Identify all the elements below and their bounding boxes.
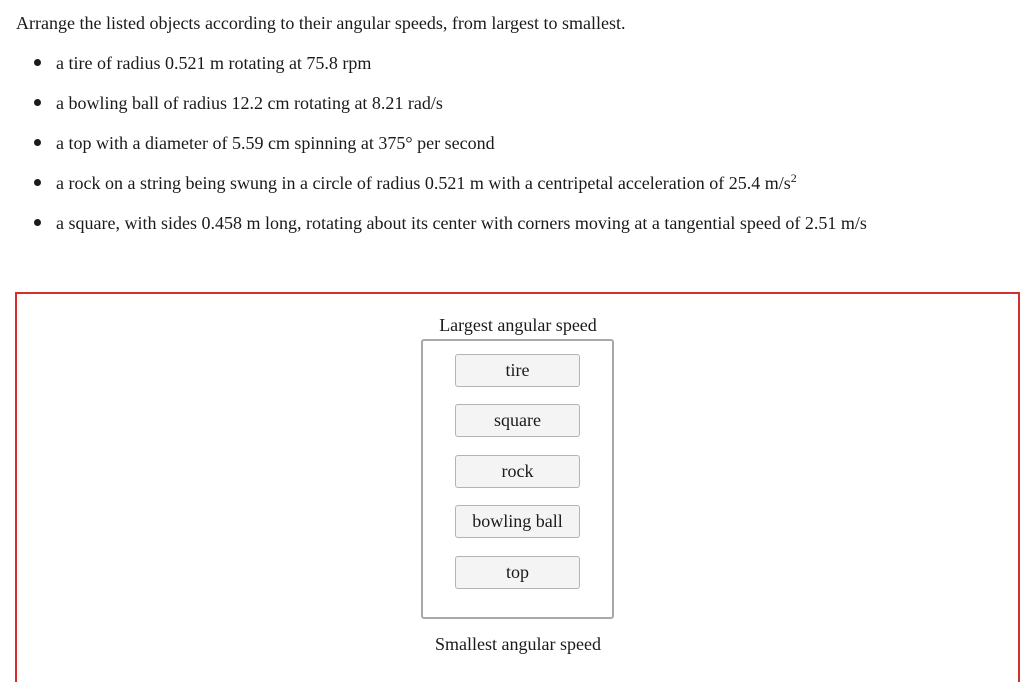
rank-tile-tire[interactable]: tire — [455, 354, 580, 387]
list-item-text: a bowling ball of radius 12.2 cm rotating at 8.21 rad/s — [56, 93, 443, 113]
list-item — [34, 51, 371, 75]
bullet-icon — [34, 219, 41, 226]
bullet-icon — [34, 179, 41, 186]
list-item — [34, 211, 867, 235]
bullet-icon — [34, 99, 41, 106]
bullet-icon — [34, 139, 41, 146]
list-item-text: a rock on a string being swung in a circle of radius 0.521 m with a centripetal acceleration of 25.4 m/s — [56, 173, 791, 193]
list-item-text: a top with a diameter of 5.59 cm spinning at 375° per second — [56, 133, 495, 153]
rank-tile-square[interactable]: square — [455, 404, 580, 437]
list-item — [34, 171, 797, 197]
list-item-text: a square, with sides 0.458 m long, rotating about its center with corners moving at a tangential speed of 2.51 m/s — [56, 213, 867, 233]
largest-label: Largest angular speed — [439, 315, 597, 335]
rank-tile-top[interactable]: top — [455, 556, 580, 589]
rank-tile-rock[interactable]: rock — [455, 455, 580, 488]
question-prompt: Arrange the listed objects according to their angular speeds, from largest to smallest. — [16, 13, 626, 33]
rank-tile-bowling-ball[interactable]: bowling ball — [455, 505, 580, 538]
list-item — [34, 91, 443, 115]
list-item — [34, 131, 495, 155]
bullet-icon — [34, 59, 41, 66]
list-item-text: a tire of radius 0.521 m rotating at 75.8 rpm — [56, 53, 372, 73]
smallest-label: Smallest angular speed — [435, 634, 601, 654]
superscript-exponent: 2 — [790, 171, 797, 185]
